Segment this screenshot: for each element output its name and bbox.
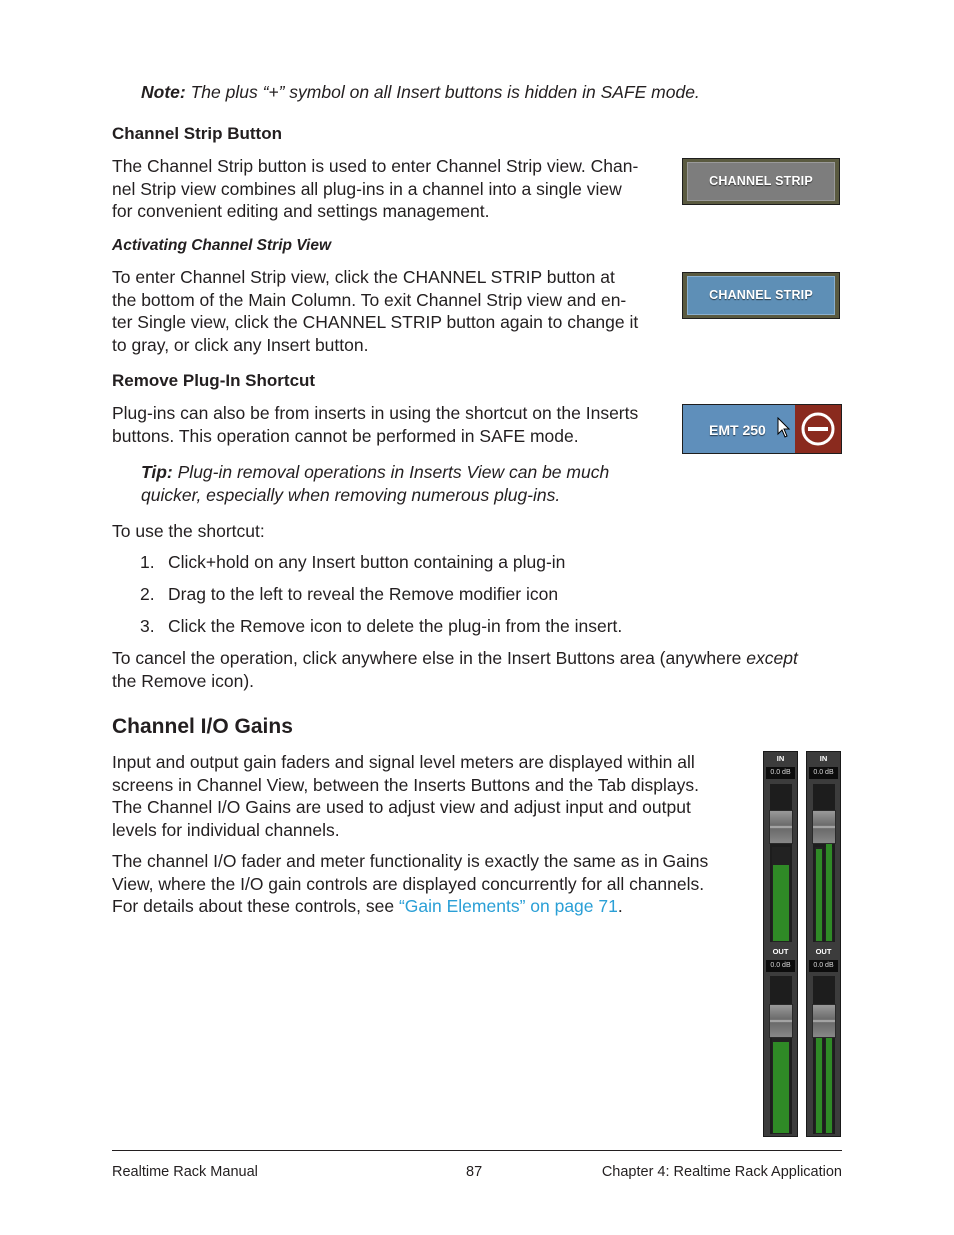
text-line: the bottom of the Main Column. To exit Channel Strip view and en- — [112, 289, 627, 310]
text-line: The Channel Strip button is used to enter Channel Strip view. Chan- — [112, 156, 639, 176]
list-text: Click the Remove icon to delete the plug-in from the insert. — [168, 616, 623, 636]
footer-divider — [112, 1150, 842, 1151]
text-line: Input and output gain faders and signal level meters are displayed within all — [112, 752, 695, 772]
list-item — [140, 615, 622, 638]
output-gain-readout: 0.0 dB — [809, 960, 838, 972]
channel-strip-button-gray[interactable] — [682, 158, 840, 205]
tip — [141, 461, 609, 506]
text-span: . — [617, 896, 623, 916]
input-level-meter-left — [816, 849, 822, 941]
list-text: Click+hold on any Insert button containing a plug-in — [168, 552, 566, 572]
text-span: For details about these controls, see — [112, 896, 399, 916]
input-fader-handle[interactable] — [812, 810, 836, 844]
channel-strip-button-label: CHANNEL STRIP — [687, 276, 835, 315]
input-fader-handle[interactable] — [769, 810, 793, 844]
text-line: nel Strip view combines all plug-ins in a channel into a single view — [112, 178, 622, 199]
list-number: 3. — [140, 616, 155, 636]
text-line: The Channel I/O Gains are used to adjust view and adjust input and output — [112, 797, 691, 817]
input-level-meter-right — [826, 842, 832, 941]
output-label: OUT — [815, 947, 832, 956]
list-number: 1. — [140, 552, 155, 572]
text-line: Plug-ins can also be from inserts in using the shortcut on the Inserts — [112, 403, 639, 423]
text-line: buttons. This operation cannot be performed in SAFE mode. — [112, 425, 579, 446]
list-text: Drag to the left to reveal the Remove modifier icon — [168, 584, 559, 604]
heading-channel-io-gains: Channel I/O Gains — [112, 715, 293, 738]
insert-button-label: EMT 250 — [709, 422, 766, 438]
footer-manual-title: Realtime Rack Manual — [112, 1164, 258, 1180]
list-number: 2. — [140, 584, 155, 604]
output-label: OUT — [772, 947, 789, 956]
text-line: for convenient editing and settings management. — [112, 201, 490, 221]
input-label: IN — [819, 754, 828, 763]
list-item — [140, 551, 565, 574]
text-line: View, where the I/O gain controls are displayed concurrently for all channels. — [112, 873, 705, 894]
text-line: to gray, or click any Insert button. — [112, 334, 369, 355]
input-level-meter — [773, 865, 789, 941]
note-label: Note: — [141, 82, 186, 102]
input-label: IN — [776, 754, 785, 763]
footer-chapter: Chapter 4: Realtime Rack Application — [601, 1164, 842, 1180]
output-fader-handle[interactable] — [812, 1004, 836, 1038]
output-gain-readout: 0.0 dB — [766, 960, 795, 972]
input-gain-readout: 0.0 dB — [766, 767, 795, 779]
text-line: levels for individual channels. — [112, 819, 340, 840]
note — [141, 81, 700, 104]
output-level-meter — [773, 1042, 789, 1133]
text-span: To cancel the operation, click anywhere else in the Insert Buttons area (anywhere — [112, 648, 747, 668]
list-item — [140, 583, 558, 606]
input-gain-readout: 0.0 dB — [809, 767, 838, 779]
io-fader-strip — [763, 751, 798, 1137]
io-paragraph-2 — [112, 850, 708, 918]
output-fader-handle[interactable] — [769, 1004, 793, 1038]
activating-paragraph — [112, 266, 638, 356]
note-text: The plus “+” symbol on all Insert buttons is hidden in SAFE mode. — [185, 82, 700, 102]
text-line: To enter Channel Strip view, click the CHANNEL STRIP button at — [112, 267, 615, 287]
channel-strip-button-label: CHANNEL STRIP — [687, 162, 835, 201]
channel-strip-button-blue[interactable] — [682, 272, 840, 319]
tip-label: Tip: — [141, 462, 173, 482]
heading-channel-strip-button: Channel Strip Button — [112, 124, 282, 143]
tip-text: Plug-in removal operations in Inserts View can be much — [172, 462, 610, 482]
io-fader-strip — [806, 751, 841, 1137]
gain-elements-link[interactable]: “Gain Elements” on page 71 — [398, 896, 618, 916]
io-paragraph-1 — [112, 751, 699, 841]
emphasis: except — [746, 648, 798, 668]
mouse-cursor-icon — [777, 417, 791, 439]
heading-remove-plugin-shortcut: Remove Plug-In Shortcut — [112, 371, 316, 390]
text-line: ter Single view, click the CHANNEL STRIP button again to change it — [112, 312, 639, 332]
cancel-paragraph — [112, 647, 842, 692]
shortcut-intro: To use the shortcut: — [112, 521, 265, 541]
text-line: screens in Channel View, between the Inserts Buttons and the Tab displays. — [112, 774, 699, 795]
tip-text: quicker, especially when removing numerous plug-ins. — [141, 484, 561, 505]
remove-plugin-button[interactable] — [795, 405, 841, 453]
insert-button-emt-250[interactable] — [682, 404, 842, 454]
remove-paragraph — [112, 402, 638, 447]
text-line: the Remove icon). — [112, 670, 255, 691]
channel-strip-paragraph — [112, 155, 638, 223]
heading-activating-channel-strip-view: Activating Channel Strip View — [112, 237, 332, 254]
text-line: The channel I/O fader and meter functionality is exactly the same as in Gains — [112, 851, 709, 871]
remove-icon — [795, 405, 841, 453]
output-level-meter-left — [816, 1038, 822, 1133]
output-level-meter-right — [826, 1028, 832, 1133]
footer-page-number: 87 — [466, 1164, 483, 1180]
